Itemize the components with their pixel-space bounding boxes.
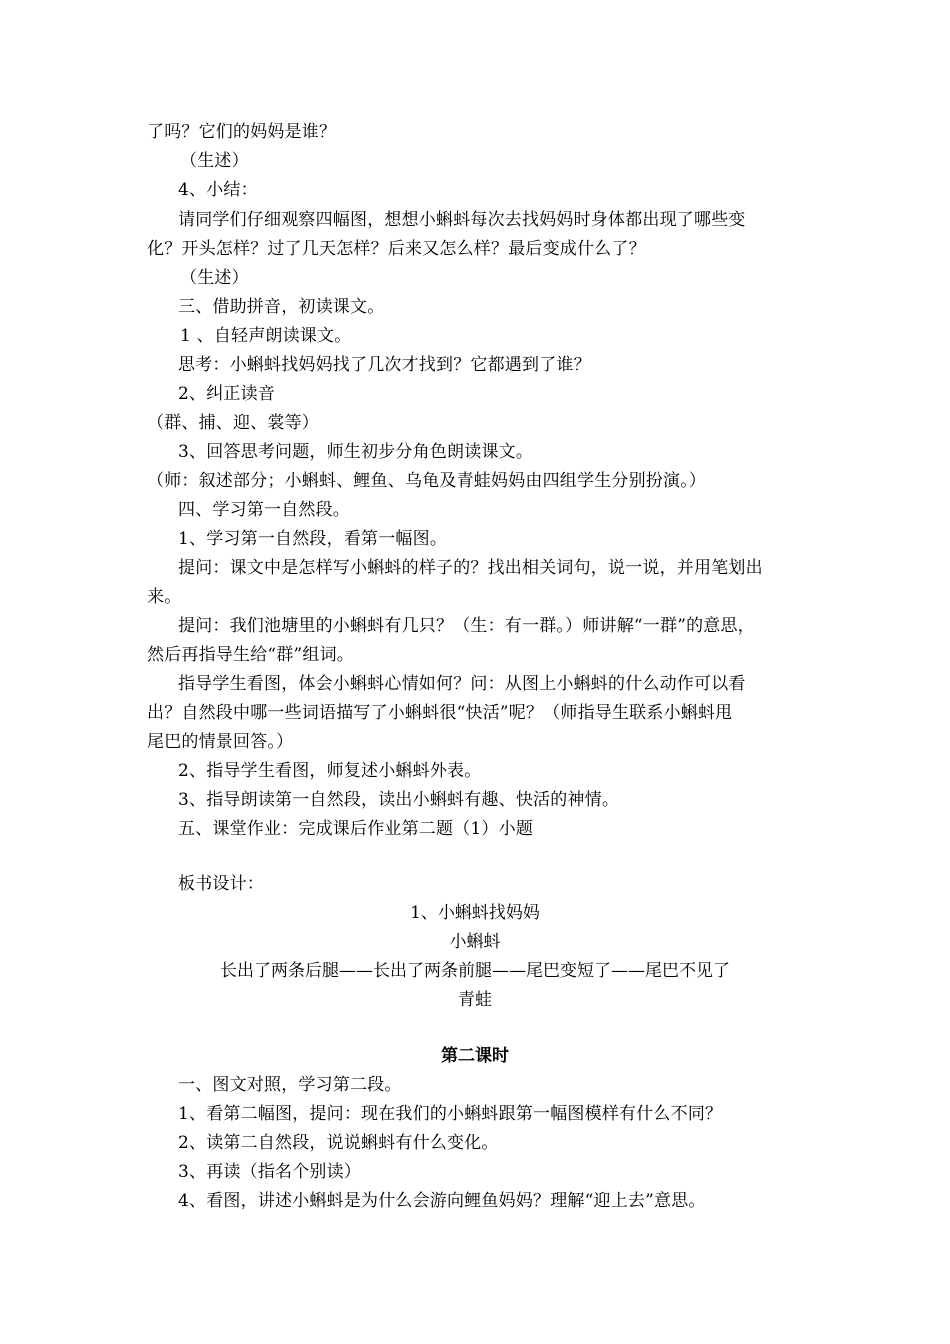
text-line: 思考：小蝌蚪找妈妈找了几次才找到？它都遇到了谁？ — [178, 355, 591, 375]
board-stages: 长出了两条后腿——长出了两条前腿——尾巴变短了——尾巴不见了 — [220, 961, 730, 981]
text-line: 请同学们仔细观察四幅图，想想小蝌蚪每次去找妈妈时身体都出现了哪些变 — [178, 210, 746, 230]
text-line: 三、借助拼音，初读课文。 — [178, 297, 385, 317]
text-line: 提问：我们池塘里的小蝌蚪有几只？（生：有一群。）师讲解“一群”的意思， — [178, 616, 755, 636]
text-line: 了吗？它们的妈妈是谁？ — [147, 122, 337, 142]
text-line: 板书设计： — [178, 874, 264, 894]
text-line: 然后再指导生给“群”组词。 — [147, 645, 354, 665]
text-line: （生述） — [180, 268, 249, 288]
text-line: 尾巴的情景回答。） — [147, 732, 294, 752]
board-end: 青蛙 — [458, 990, 492, 1010]
text-line: 3、再读（指名个别读） — [178, 1162, 362, 1182]
text-line: （群、捕、迎、裳等） — [147, 413, 319, 433]
text-line: 出？自然段中哪一些词语描写了小蝌蚪很“快活”呢？（师指导生联系小蝌蚪甩 — [147, 703, 733, 723]
board-start: 小蝌蚪 — [449, 932, 501, 952]
text-line: 指导学生看图，体会小蝌蚪心情如何？问：从图上小蝌蚪的什么动作可以看 — [178, 674, 746, 694]
text-line: 一、图文对照，学习第二段。 — [178, 1075, 402, 1095]
section-heading: 第二课时 — [441, 1046, 509, 1066]
text-line: 1、学习第一自然段，看第一幅图。 — [178, 529, 448, 549]
text-line: （师：叙述部分；小蝌蚪、鲤鱼、乌龟及青蛙妈妈由四组学生分别扮演。） — [147, 471, 707, 491]
text-line: 3、回答思考问题，师生初步分角色朗读课文。 — [178, 442, 534, 462]
text-line: 化？开头怎样？过了几天怎样？后来又怎么样？最后变成什么了？ — [147, 239, 646, 259]
text-line: 1、看第二幅图，提问：现在我们的小蝌蚪跟第一幅图模样有什么不同？ — [178, 1104, 723, 1124]
text-line: 来。 — [147, 587, 182, 607]
text-line: 2、纠正读音 — [178, 384, 276, 404]
board-title: 1、小蝌蚪找妈妈 — [410, 903, 540, 923]
text-line: 4、看图，讲述小蝌蚪是为什么会游向鲤鱼妈妈？理解“迎上去”意思。 — [178, 1191, 706, 1211]
text-line: （生述） — [180, 151, 249, 171]
text-line: 2、读第二自然段，说说蝌蚪有什么变化。 — [178, 1133, 499, 1153]
text-line: 4、小结： — [178, 180, 258, 200]
text-line: 2、指导学生看图，师复述小蝌蚪外表。 — [178, 761, 482, 781]
text-line: 1 、自轻声朗读课文。 — [180, 326, 352, 346]
text-line: 3、指导朗读第一自然段，读出小蝌蚪有趣、快活的神情。 — [178, 790, 620, 810]
text-line: 五、课堂作业：完成课后作业第二题（1）小题 — [178, 819, 534, 839]
text-line: 提问：课文中是怎样写小蝌蚪的样子的？找出相关词句，说一说，并用笔划出 — [178, 558, 763, 578]
text-line: 四、学习第一自然段。 — [178, 500, 350, 520]
